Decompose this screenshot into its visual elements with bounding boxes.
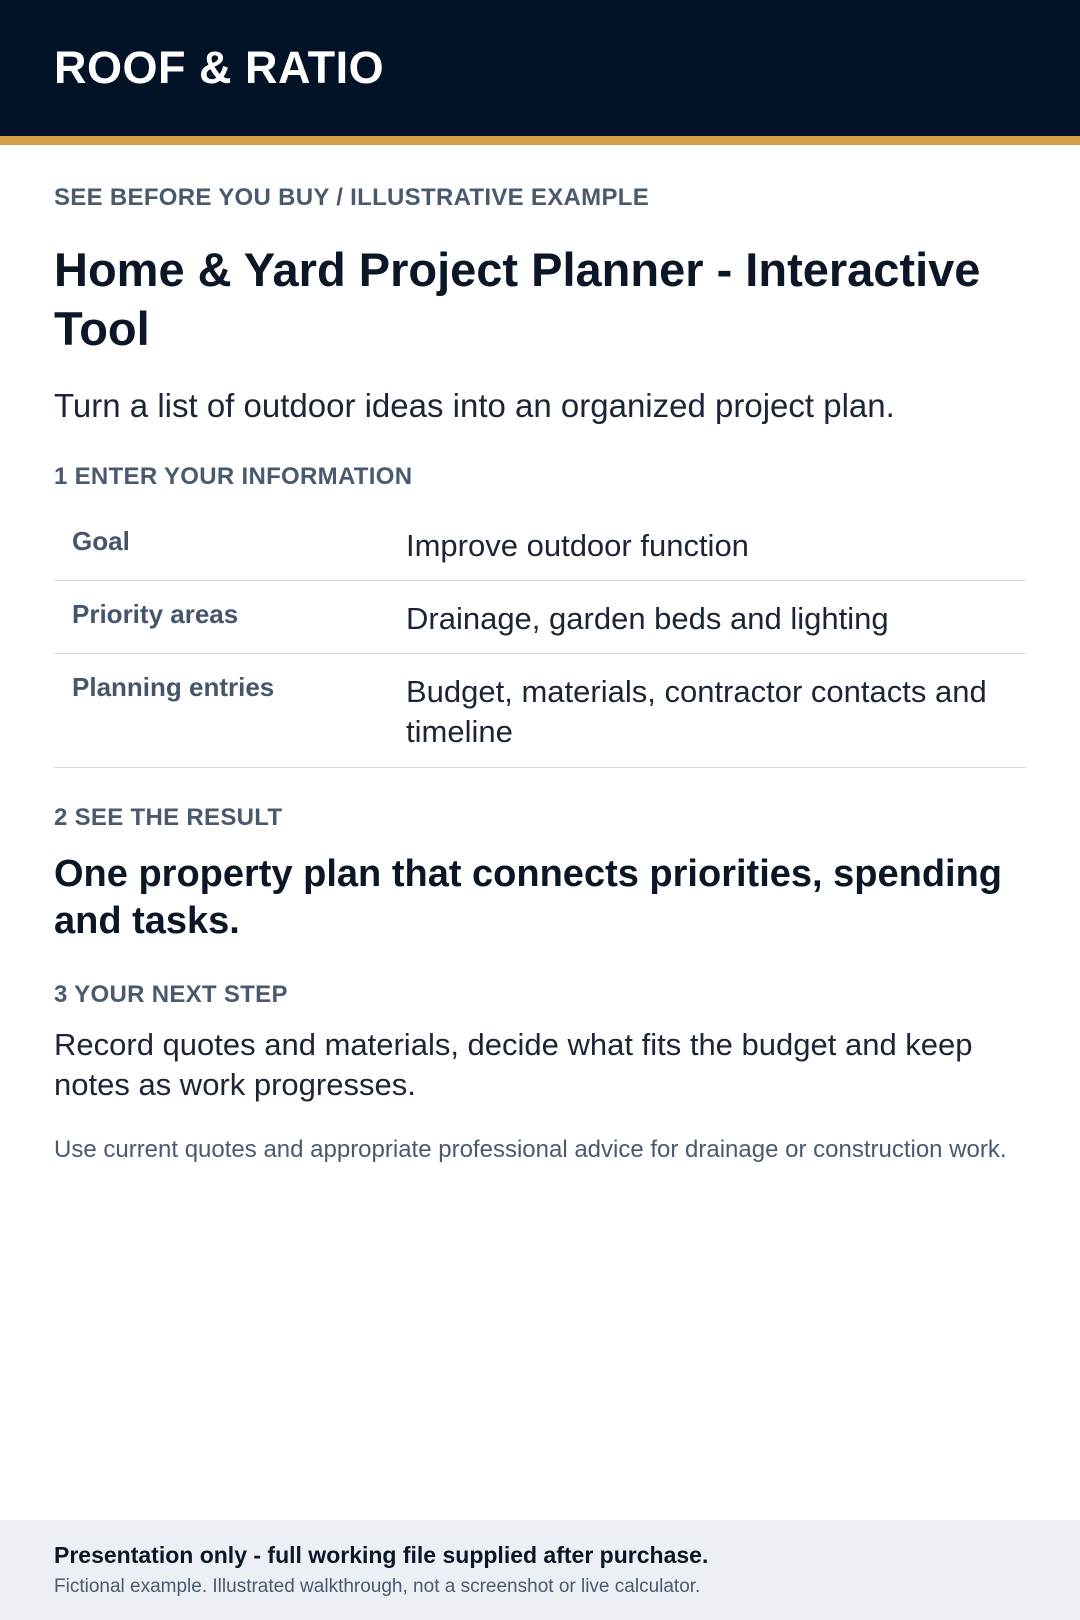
table-row-goal [54, 508, 1026, 581]
step-1-heading: 1 ENTER YOUR INFORMATION [54, 463, 413, 490]
row-label-goal: Goal [72, 526, 130, 556]
brand-logo-text: ROOF & RATIO [54, 42, 385, 93]
header-bar [0, 0, 1080, 145]
footer-main-text: Presentation only - full working file supplied after purchase. [54, 1542, 709, 1568]
result-statement: One property plan that connects priorities, spending and tasks. [54, 853, 1003, 942]
information-table [54, 508, 1026, 768]
step-3-heading: 3 YOUR NEXT STEP [54, 981, 288, 1008]
row-label-priority-areas: Priority areas [72, 599, 239, 629]
table-row-planning-entries [54, 654, 1026, 768]
page-subtitle: Turn a list of outdoor ideas into an organized project plan. [54, 387, 895, 424]
step-2-heading: 2 SEE THE RESULT [54, 804, 283, 831]
row-value-planning-entries: Budget, materials, contractor contacts and timeline [406, 674, 987, 749]
next-step-text: Record quotes and materials, decide what fits the budget and keep notes as work progresses. [54, 1027, 973, 1102]
table-row-priority-areas [54, 581, 1026, 654]
row-label-planning-entries: Planning entries [72, 672, 275, 702]
footer-bar [0, 1520, 1080, 1620]
disclaimer-text: Use current quotes and appropriate professional advice for drainage or construction work. [54, 1136, 1007, 1163]
page-title: Home & Yard Project Planner - Interactive Tool [54, 243, 981, 355]
footer-note-text: Fictional example. Illustrated walkthrough, not a screenshot or live calculator. [54, 1576, 701, 1597]
row-value-goal: Improve outdoor function [406, 528, 749, 563]
eyebrow-label: SEE BEFORE YOU BUY / ILLUSTRATIVE EXAMPLE [54, 184, 650, 211]
row-value-priority-areas: Drainage, garden beds and lighting [406, 601, 889, 636]
